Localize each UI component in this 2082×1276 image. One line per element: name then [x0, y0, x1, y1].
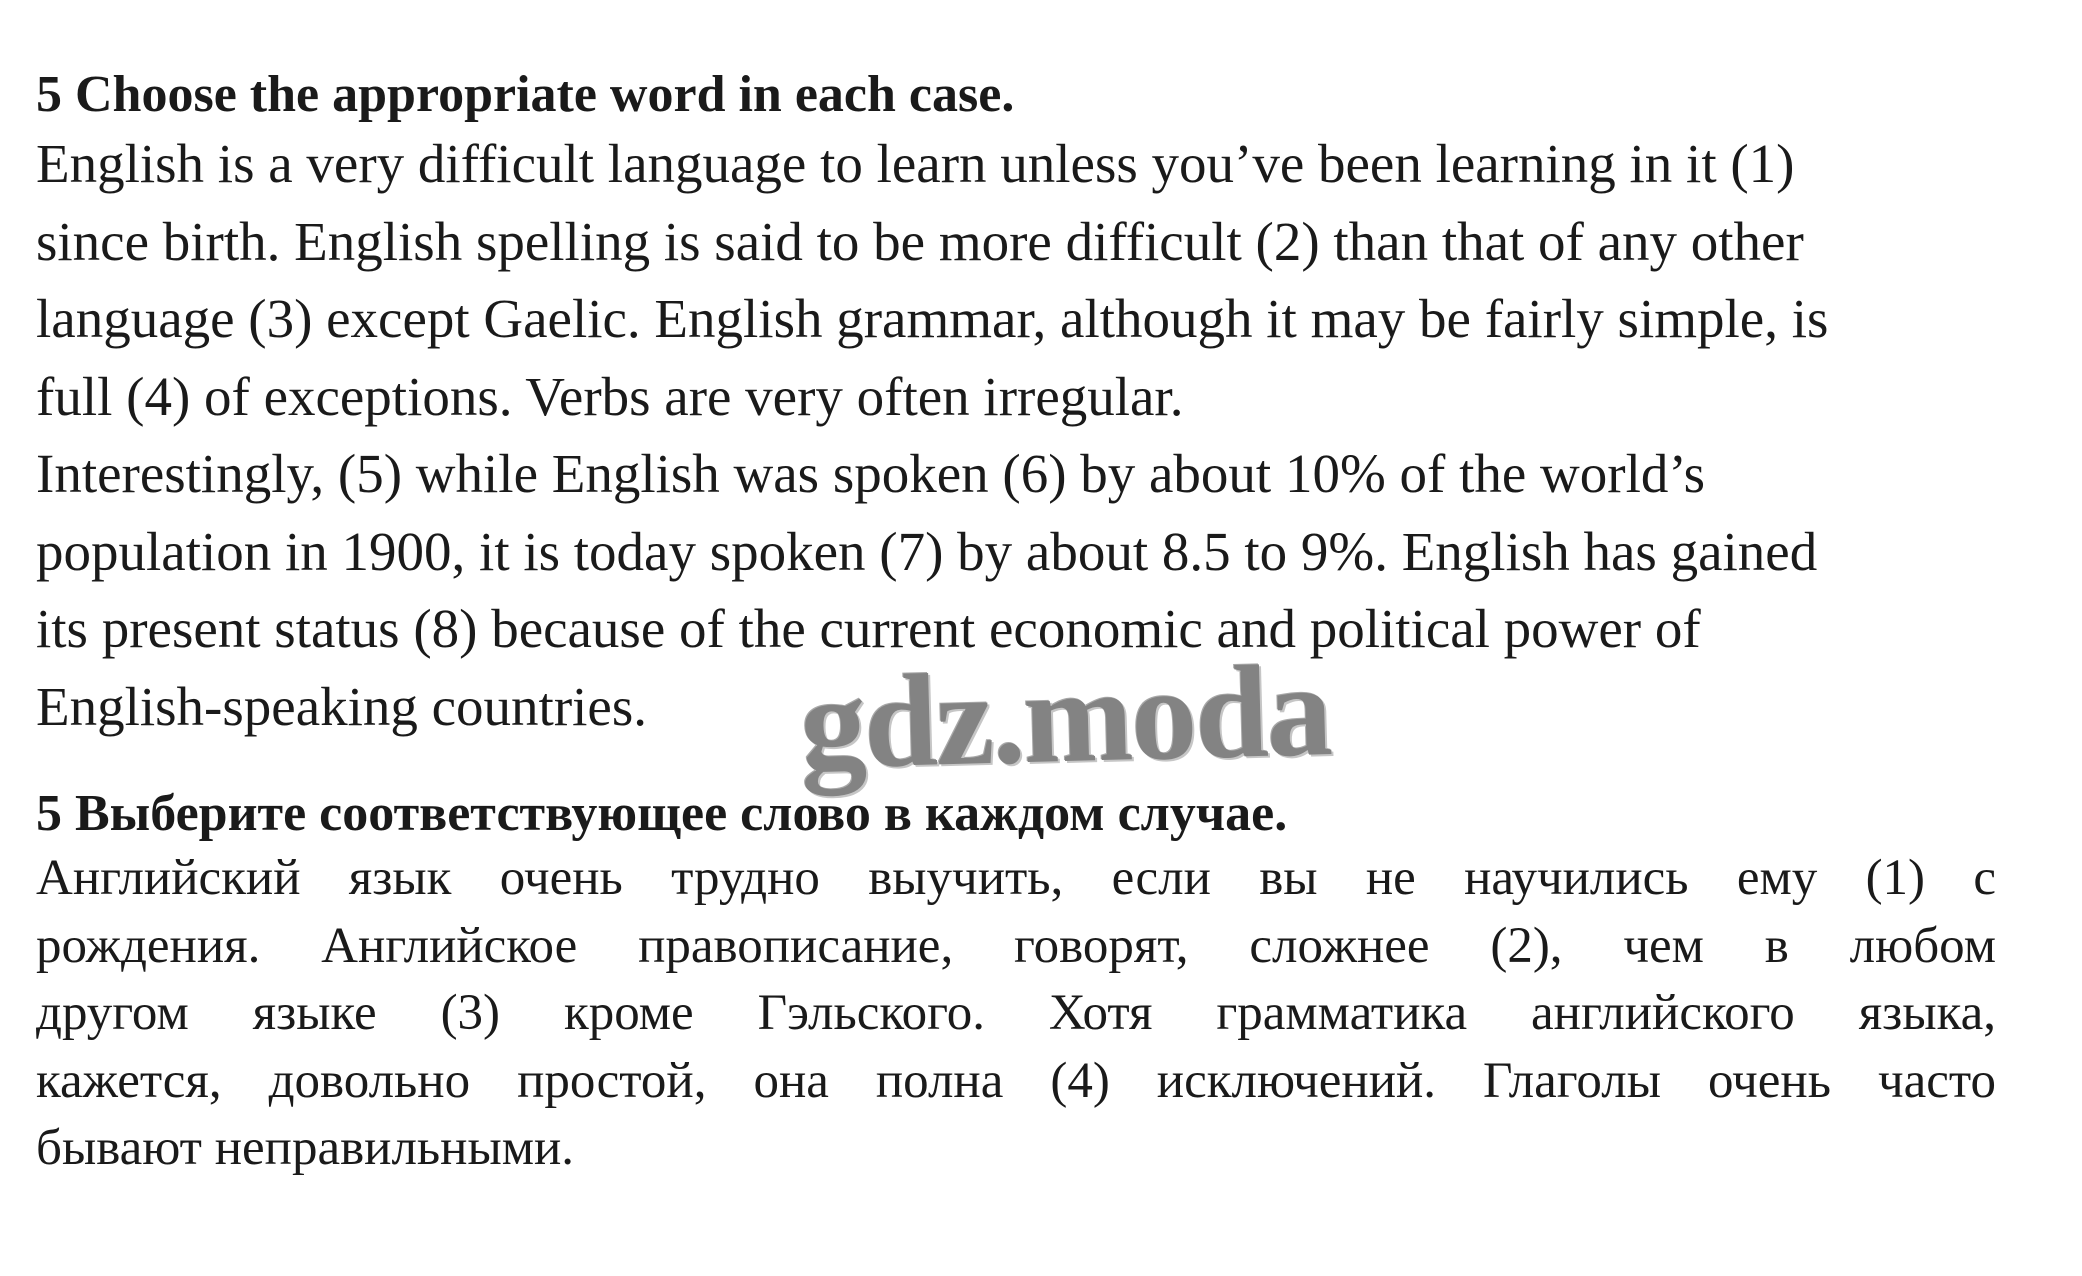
russian-line: кажется, довольно простой, она полна (4) исключений. Глаголы очень часто [36, 1052, 1996, 1109]
english-line: English-speaking countries. [36, 675, 647, 737]
russian-heading: 5 Выберите соответствующее слово в каждом случае. [36, 785, 1288, 842]
russian-line: бывают неправильными. [36, 1120, 575, 1176]
english-text [36, 125, 1996, 745]
english-exercise [36, 66, 1996, 745]
watermark-logo: gdz.moda [798, 636, 1333, 797]
english-line: its present status (8) because of the current economic and political power of [36, 598, 1701, 659]
russian-translation [36, 783, 1996, 1183]
russian-line: Английский язык очень трудно выучить, если вы не научились ему (1) с [36, 850, 1996, 906]
english-line: population in 1900, it is today spoken (7) by about 8.5 to 9%. English has gained [36, 520, 1818, 582]
english-line: English is a very difficult language to learn unless you’ve been learning in it (1) [36, 133, 1795, 194]
exercise-page [36, 66, 1996, 1183]
english-line: language (3) except Gaelic. English grammar, although it may be fairly simple, is [36, 288, 1829, 349]
russian-line: другом языке (3) кроме Гэльского. Хотя грамматика английского языка, [36, 985, 1996, 1041]
english-line: full (4) of exceptions. Verbs are very often irregular. [36, 365, 1184, 427]
english-line: Interestingly, (5) while English was spoken (6) by about 10% of the world’s [36, 443, 1706, 504]
russian-line: рождения. Английское правописание, говорят, сложнее (2), чем в любом [36, 917, 1996, 974]
english-heading: 5 Choose the appropriate word in each case. [36, 66, 1015, 123]
english-line: since birth. English spelling is said to be more difficult (2) than that of any other [36, 210, 1804, 272]
russian-text [36, 845, 1996, 1183]
